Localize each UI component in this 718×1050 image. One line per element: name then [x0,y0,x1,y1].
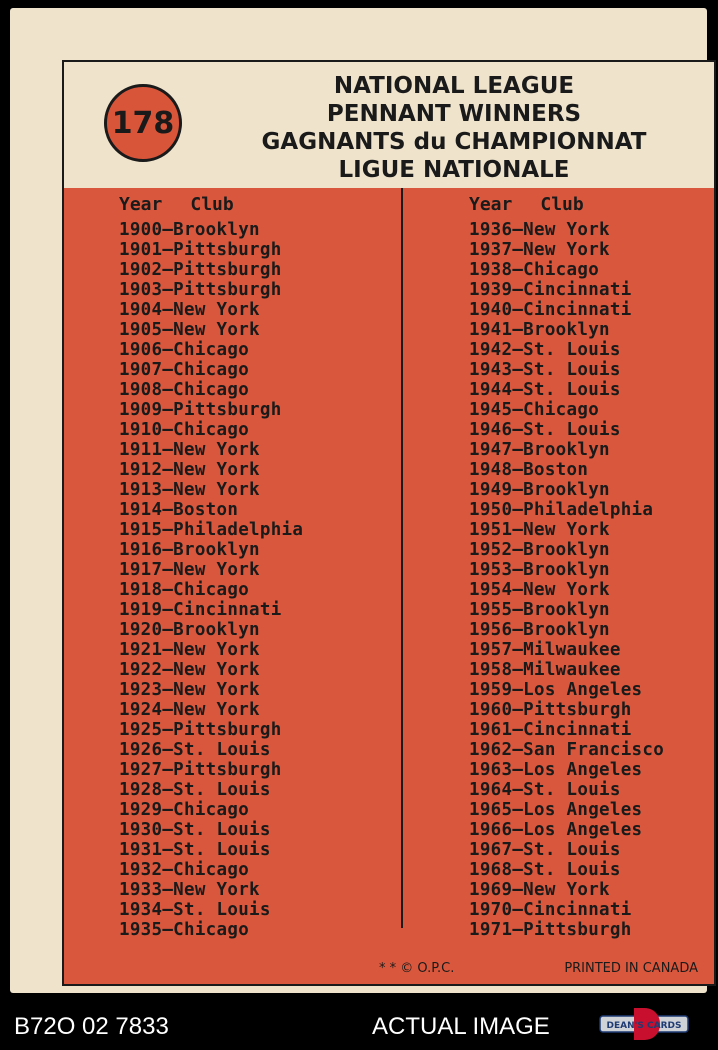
pennant-entry: 1966—Los Angeles [469,820,643,840]
pennant-entry: 1967—St. Louis [469,840,621,860]
year-header: Year [119,194,163,215]
pennant-entry: 1940—Cincinnati [469,300,632,320]
pennant-entry: 1909—Pittsburgh [119,400,282,420]
pennant-entry: 1907—Chicago [119,360,250,380]
pennant-entry: 1908—Chicago [119,380,250,400]
pennant-entry: 1922—New York [119,660,260,680]
pennant-entry: 1938—Chicago [469,260,600,280]
pennant-entry: 1905—New York [119,320,260,340]
pennant-entry: 1962—San Francisco [469,740,665,760]
pennant-entry: 1904—New York [119,300,260,320]
logo-text: DEAN'S CARDS [606,1021,682,1031]
pennant-entry: 1953—Brooklyn [469,560,610,580]
pennant-entry: 1950—Philadelphia [469,500,654,520]
pennant-entry: 1913—New York [119,480,260,500]
card-number-badge: 178 [104,84,182,162]
pennant-entry: 1960—Pittsburgh [469,700,632,720]
right-column [469,194,718,940]
title-line-3: GAGNANTS du CHAMPIONNAT [261,129,647,155]
card-title [214,72,694,184]
pennant-entry: 1920—Brooklyn [119,620,260,640]
pennant-entry: 1931—St. Louis [119,840,271,860]
card-frame [62,60,716,986]
pennant-entry: 1948—Boston [469,460,589,480]
pennant-entry: 1952—Brooklyn [469,540,610,560]
left-column [119,194,419,940]
pennant-entry: 1942—St. Louis [469,340,621,360]
pennant-entry: 1912—New York [119,460,260,480]
year-header: Year [469,194,513,215]
pennant-entry: 1900—Brooklyn [119,220,260,240]
title-line-1: NATIONAL LEAGUE [333,73,575,99]
pennant-entry: 1932—Chicago [119,860,250,880]
pennant-entry: 1956—Brooklyn [469,620,610,640]
right-column-header [469,194,718,220]
pennant-entry: 1926—St. Louis [119,740,271,760]
pennant-entry: 1941—Brooklyn [469,320,610,340]
deans-cards-logo[interactable] [598,1006,690,1042]
pennant-entry: 1919—Cincinnati [119,600,282,620]
pennant-entry: 1923—New York [119,680,260,700]
cert-number: B72O 02 7833 [14,1013,169,1040]
pennant-entry: 1958—Milwaukee [469,660,621,680]
actual-image-label: ACTUAL IMAGE [372,1013,550,1040]
club-header: Club [190,194,234,215]
pennant-entry: 1933—New York [119,880,260,900]
pennant-entry: 1954—New York [469,580,610,600]
pennant-entry: 1965—Los Angeles [469,800,643,820]
pennant-entry: 1901—Pittsburgh [119,240,282,260]
pennant-entry: 1957—Milwaukee [469,640,621,660]
pennant-entry: 1945—Chicago [469,400,600,420]
pennant-entry: 1916—Brooklyn [119,540,260,560]
pennant-entry: 1969—New York [469,880,610,900]
pennant-entry: 1914—Boston [119,500,239,520]
title-line-2: PENNANT WINNERS [326,101,582,127]
pennant-entry: 1963—Los Angeles [469,760,643,780]
pennant-entry: 1918—Chicago [119,580,250,600]
pennant-entry: 1917—New York [119,560,260,580]
pennant-entry: 1949—Brooklyn [469,480,610,500]
pennant-entry: 1924—New York [119,700,260,720]
winners-panel [64,188,714,984]
pennant-entry: 1921—New York [119,640,260,660]
pennant-entry: 1961—Cincinnati [469,720,632,740]
pennant-entry: 1934—St. Louis [119,900,271,920]
left-column-header [119,194,419,220]
baseball-card [10,8,707,993]
pennant-entry: 1964—St. Louis [469,780,621,800]
pennant-entry: 1915—Philadelphia [119,520,304,540]
pennant-entry: 1936—New York [469,220,610,240]
pennant-entry: 1939—Cincinnati [469,280,632,300]
pennant-entry: 1951—New York [469,520,610,540]
pennant-entry: 1970—Cincinnati [469,900,632,920]
pennant-entry: 1911—New York [119,440,260,460]
printed-in-text: PRINTED IN CANADA [564,961,698,976]
pennant-entry: 1910—Chicago [119,420,250,440]
pennant-entry: 1930—St. Louis [119,820,271,840]
pennant-entry: 1946—St. Louis [469,420,621,440]
pennant-entry: 1943—St. Louis [469,360,621,380]
pennant-entry: 1902—Pittsburgh [119,260,282,280]
pennant-entry: 1968—St. Louis [469,860,621,880]
pennant-entry: 1903—Pittsburgh [119,280,282,300]
title-line-4: LIGUE NATIONALE [338,157,570,183]
pennant-entry: 1959—Los Angeles [469,680,643,700]
pennant-entry: 1929—Chicago [119,800,250,820]
pennant-entry: 1955—Brooklyn [469,600,610,620]
card-header [64,62,714,188]
pennant-entry: 1925—Pittsburgh [119,720,282,740]
pennant-entry: 1971—Pittsburgh [469,920,632,940]
pennant-entry: 1944—St. Louis [469,380,621,400]
pennant-entry: 1927—Pittsburgh [119,760,282,780]
pennant-entry: 1937—New York [469,240,610,260]
pennant-entry: 1906—Chicago [119,340,250,360]
pennant-entry: 1935—Chicago [119,920,250,940]
club-header: Club [540,194,584,215]
pennant-entry: 1947—Brooklyn [469,440,610,460]
copyright-text: * * © O.P.C. [379,961,455,976]
pennant-entry: 1928—St. Louis [119,780,271,800]
